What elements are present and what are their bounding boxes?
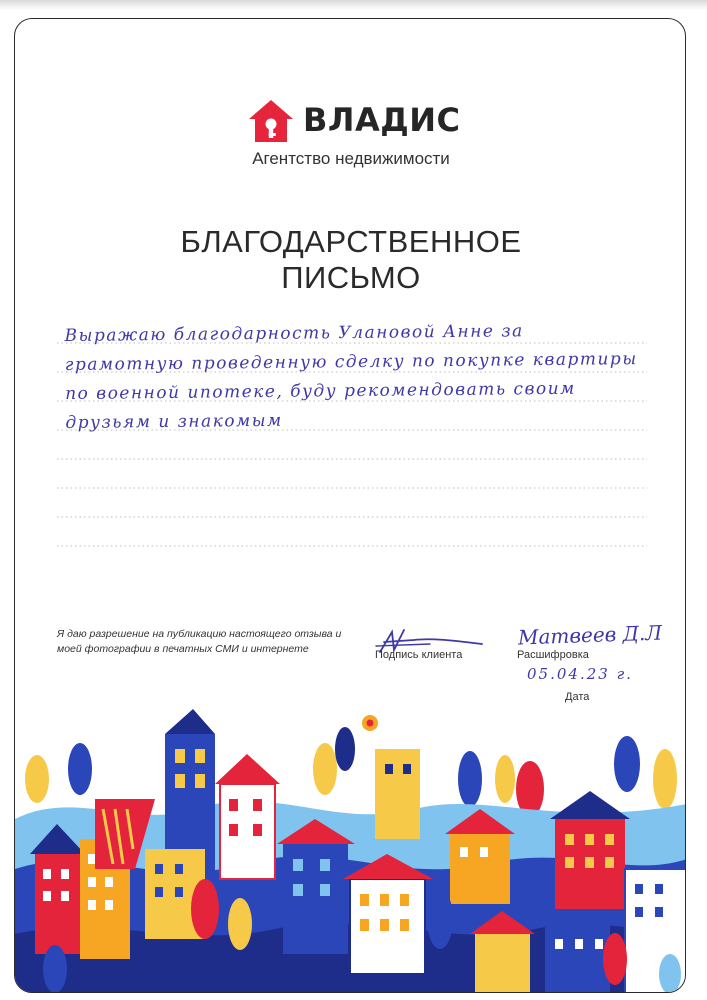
document-title-line1: БЛАГОДАРСТВЕННОЕ	[180, 224, 522, 259]
scan-edge	[0, 0, 707, 10]
document-title-line2: ПИСЬМО	[281, 260, 421, 295]
consent-text: Я даю разрешение на публикацию настоящего отзыва и моей фотографии в печатных СМИ и интернете	[57, 628, 342, 655]
handwritten-date: 05.04.23 г.	[527, 665, 633, 683]
brand-tagline: Агентство недвижимости	[252, 149, 450, 168]
city-illustration	[15, 679, 686, 993]
handwritten-letter-text: Выражаю благодарность Улановой Анне за грамотную проведенную сделку по покупке квартиры по военной ипотеке, буду рекомендовать своим друзьям и знакомым	[64, 321, 638, 434]
handwritten-name: Матвеев Д.Л	[517, 620, 663, 650]
brand-logo	[248, 97, 488, 157]
document-title	[15, 224, 686, 296]
decoding-caption: Расшифровка	[517, 649, 589, 661]
letter-sheet	[14, 18, 686, 993]
house-key-icon	[248, 99, 294, 143]
signature-caption: Подпись клиента	[375, 649, 463, 661]
brand-name: ВЛАДИС	[303, 101, 461, 139]
date-caption: Дата	[565, 691, 590, 703]
